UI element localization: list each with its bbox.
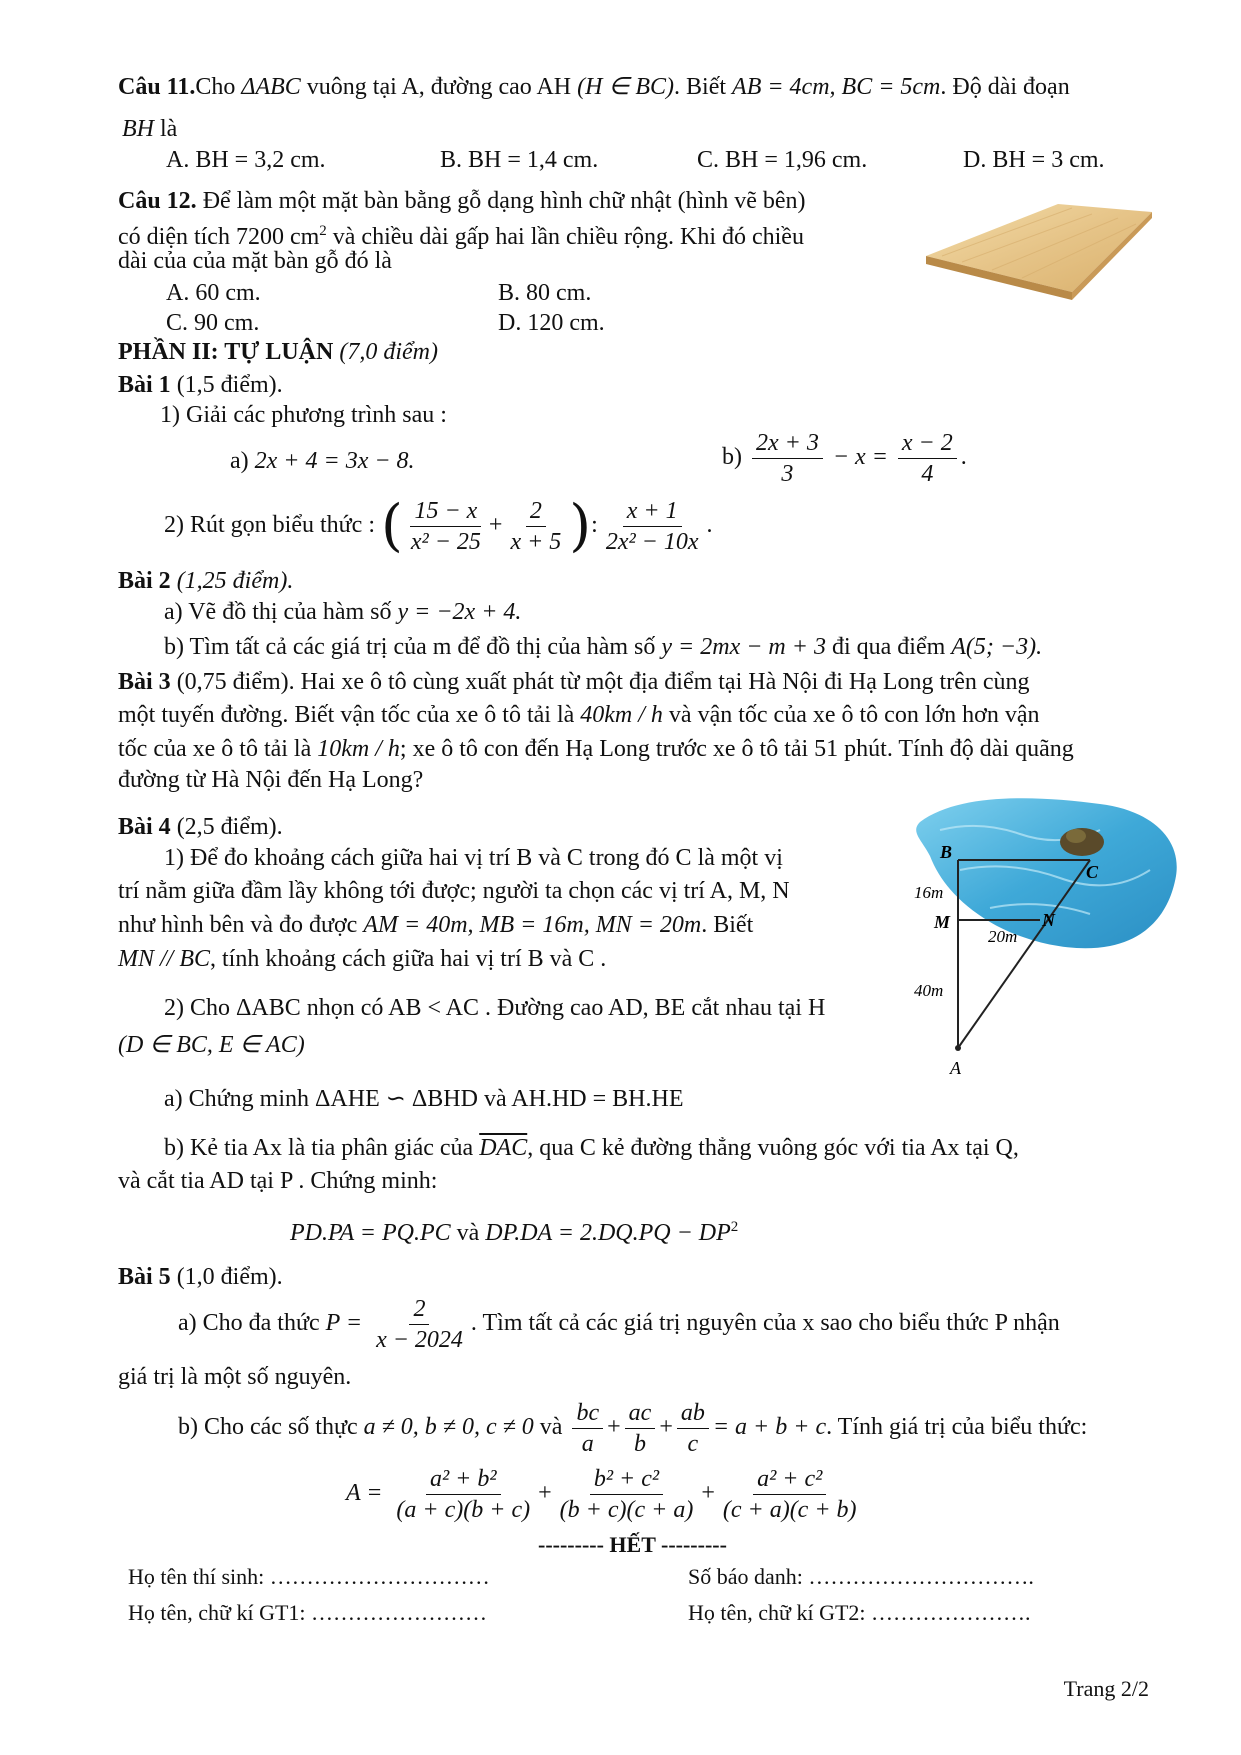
fig-label-M: M (934, 912, 951, 932)
bai5-A-expression: A = $\frac{\text{a² + b²}}{(a + c)(b + c)}$ + $\frac{\text{b² + c²}}{(b + c)(c + a)}$ + $\frac{\text{a² + c²}}{(c + a)(c + b)}$ (346, 1466, 857, 1523)
bai4-p2-line1: 2) Cho ΔABC nhọn có AB < AC . Đường cao AD, BE cắt nhau tại H (164, 995, 826, 1021)
bai4-b-equations: PD.PA = PQ.PC và $DP.DA = 2.DQ.PQ - DP^2$ (290, 1219, 739, 1246)
q12-option-d: D. 120 cm. (498, 310, 605, 336)
q12-line2: có diện tích 7200 $cm^2$ và chiều dài gấp hai lần chiều rộng. Khi đó chiều (118, 223, 804, 250)
proctor1-sign: Họ tên, chữ kí GT1: …………………… (128, 1600, 488, 1625)
bai2-b: b) Tìm tất cả các giá trị của m để đồ thị của hàm số y = 2mx − m + 3 đi qua điểm A(5; −3). (164, 634, 1043, 660)
bai3-line2: một tuyến đường. Biết vận tốc của xe ô tô tải là 40km / h và vận tốc của xe ô tô con lớn hơn vận (118, 702, 1040, 728)
q11-option-a: A. BH = 3,2 cm. (166, 147, 326, 173)
fig-label-C: C (1086, 862, 1099, 882)
q12-line1: Câu 12. Để làm một mặt bàn bằng gỗ dạng hình chữ nhật (hình vẽ bên) (118, 188, 806, 214)
bai5-a-line1: a) Cho đa thức P = $\frac{2}{x - 2024}$ . Tìm tất cả các giá trị nguyên của x sao cho biểu thức P nhận (178, 1296, 1060, 1353)
bai1-heading: Bài 1 (1,5 điểm). (118, 372, 283, 398)
bai4-b-line2: và cắt tia AD tại P . Chứng minh: (118, 1168, 438, 1194)
bai4-p1-line4: MN // BC, tính khoảng cách giữa hai vị trí B và C . (118, 946, 607, 972)
bai4-p2-line2: (D ∈ BC, E ∈ AC) (118, 1032, 305, 1058)
fig-label-A: A (950, 1058, 961, 1078)
q12-option-b: B. 80 cm. (498, 280, 592, 306)
bai1-eq-a: a) 2x + 4 = 3x − 8. (230, 448, 415, 474)
bai2-a: a) Vẽ đồ thị của hàm số y = −2x + 4. (164, 599, 522, 625)
bai3-line3: tốc của xe ô tô tải là 10km / h; xe ô tô con đến Hạ Long trước xe ô tô tải 51 phút. Tính độ dài quãng (118, 736, 1074, 762)
bai4-p1-line1: 1) Để đo khoảng cách giữa hai vị trí B và C trong đó C là một vị (164, 845, 783, 871)
part2-heading: PHẦN II: TỰ LUẬN (7,0 điểm) (118, 339, 438, 365)
q11-option-b: B. BH = 1,4 cm. (440, 147, 599, 173)
q12-option-a: A. 60 cm. (166, 280, 261, 306)
q11-line2: BH là (122, 116, 178, 142)
fig-label-B: B (940, 842, 953, 862)
q11-label: Câu 11. (118, 74, 196, 100)
fig-label-N: N (1042, 910, 1055, 930)
bai1-item2: 2) Rút gọn biểu thức : ( $\frac{15 - x}{\text{x² − 25}}$ + $\frac{2}{x + 5}$ ): $\frac{x + 1}{\text{2x² − 10x}}$ . (164, 493, 713, 559)
candidate-number: Số báo danh: …………………………. (688, 1564, 1034, 1589)
bai5-a-line2: giá trị là một số nguyên. (118, 1364, 352, 1390)
fig-label-mb: 16m (914, 883, 944, 902)
bai1-eq-b: b) $\frac{2x + 3}{3}$ − x = $\frac{x - 2}{4}$ . (722, 430, 967, 487)
bai2-heading: Bài 2 (1,25 điểm). (118, 568, 294, 594)
fig-label-am: 40m (914, 981, 944, 1000)
bai4-heading: Bài 4 (2,5 điểm). (118, 814, 283, 840)
fig-label-mn: 20m (988, 927, 1018, 946)
end-marker: --------- HẾT --------- (538, 1532, 727, 1557)
q12-label: Câu 12. (118, 188, 197, 214)
q11-line1: Câu 11.Cho ΔABC vuông tại A, đường cao AH (H ∈ BC). Biết AB = 4cm, BC = 5cm. Độ dài đoạn (118, 74, 1070, 100)
bai4-a: a) Chứng minh ΔAHE ∽ ΔBHD và AH.HD = BH.HE (164, 1086, 684, 1112)
q12-option-c: C. 90 cm. (166, 310, 260, 336)
bai1-item1: 1) Giải các phương trình sau : (160, 402, 447, 428)
page-number: Trang 2/2 (1063, 1676, 1149, 1701)
bai4-p1-line3: như hình bên và đo được AM = 40m, MB = 16m, MN = 20m. Biết (118, 912, 754, 938)
bai3-line1: Bài 3 (0,75 điểm). Hai xe ô tô cùng xuất phát từ một địa điểm tại Hà Nội đi Hạ Long trên cùng (118, 669, 1030, 695)
wood-table-image (922, 196, 1154, 304)
q11-option-c: C. BH = 1,96 cm. (697, 147, 868, 173)
bai5-heading: Bài 5 (1,0 điểm). (118, 1264, 283, 1290)
bai4-p1-line2: trí nằm giữa đầm lầy không tới được; người ta chọn các vị trí A, M, N (118, 878, 790, 904)
q12-line3: dài của của mặt bàn gỗ đó là (118, 248, 392, 274)
bai3-line4: đường từ Hà Nội đến Hạ Long? (118, 767, 424, 793)
swamp-figure (900, 790, 1182, 1080)
bai5-b-line1: b) Cho các số thực a ≠ 0, b ≠ 0, c ≠ 0 và $\frac{bc}{a}$ + $\frac{ac}{b}$ + $\frac{ab}{c}$ = a + b + c. Tính giá trị của biểu thức: (178, 1400, 1088, 1457)
proctor2-sign: Họ tên, chữ kí GT2: …………………. (688, 1600, 1031, 1625)
q11-option-d: D. BH = 3 cm. (963, 147, 1105, 173)
bai4-b-line1: b) Kẻ tia Ax là tia phân giác của $\overline{DAC}$, qua C kẻ đường thẳng vuông góc với tia Ax tại Q, (164, 1135, 1019, 1161)
candidate-name: Họ tên thí sinh: ………………………… (128, 1564, 490, 1589)
